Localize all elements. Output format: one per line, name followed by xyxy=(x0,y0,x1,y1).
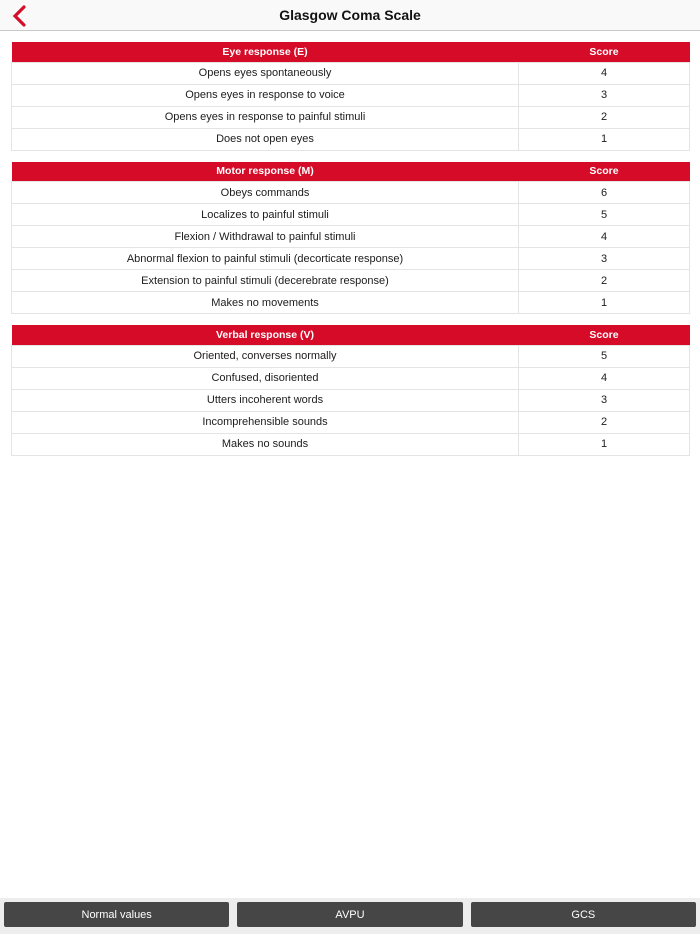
table-row xyxy=(12,204,690,226)
table-row xyxy=(12,292,690,314)
score-value: 4 xyxy=(519,226,690,248)
table-row xyxy=(12,128,690,150)
score-value: 1 xyxy=(519,433,690,455)
table-row xyxy=(12,248,690,270)
table-header-row xyxy=(12,325,690,345)
response-label: Opens eyes spontaneously xyxy=(12,62,519,84)
response-column-header: Verbal response (V) xyxy=(12,325,519,345)
content-area xyxy=(0,32,700,456)
response-label: Makes no sounds xyxy=(12,433,519,455)
response-label: Does not open eyes xyxy=(12,128,519,150)
table-row xyxy=(12,106,690,128)
score-value: 3 xyxy=(519,389,690,411)
gcs-button[interactable]: GCS xyxy=(471,902,696,927)
response-label: Makes no movements xyxy=(12,292,519,314)
score-value: 4 xyxy=(519,62,690,84)
motor-response-table xyxy=(11,162,690,315)
response-label: Localizes to painful stimuli xyxy=(12,204,519,226)
table-row xyxy=(12,345,690,367)
response-label: Confused, disoriented xyxy=(12,367,519,389)
score-value: 1 xyxy=(519,128,690,150)
table-header-row xyxy=(12,162,690,182)
score-column-header: Score xyxy=(519,162,690,182)
table-header-row xyxy=(12,42,690,62)
response-label: Incomprehensible sounds xyxy=(12,411,519,433)
response-label: Oriented, converses normally xyxy=(12,345,519,367)
table-row xyxy=(12,389,690,411)
score-value: 2 xyxy=(519,270,690,292)
score-value: 5 xyxy=(519,204,690,226)
response-label: Opens eyes in response to painful stimuli xyxy=(12,106,519,128)
table-row xyxy=(12,411,690,433)
bottom-toolbar xyxy=(0,898,700,934)
table-row xyxy=(12,182,690,204)
response-label: Abnormal flexion to painful stimuli (decorticate response) xyxy=(12,248,519,270)
verbal-response-table xyxy=(11,325,690,456)
score-value: 3 xyxy=(519,248,690,270)
response-label: Flexion / Withdrawal to painful stimuli xyxy=(12,226,519,248)
table-row xyxy=(12,367,690,389)
table-row xyxy=(12,270,690,292)
response-label: Extension to painful stimuli (decerebrate response) xyxy=(12,270,519,292)
score-column-header: Score xyxy=(519,42,690,62)
table-row xyxy=(12,433,690,455)
score-column-header: Score xyxy=(519,325,690,345)
table-row xyxy=(12,226,690,248)
response-column-header: Eye response (E) xyxy=(12,42,519,62)
page-title: Glasgow Coma Scale xyxy=(279,7,421,23)
response-label: Obeys commands xyxy=(12,182,519,204)
response-label: Opens eyes in response to voice xyxy=(12,84,519,106)
avpu-button[interactable]: AVPU xyxy=(237,902,462,927)
table-row xyxy=(12,62,690,84)
normal-values-button[interactable]: Normal values xyxy=(4,902,229,927)
score-value: 2 xyxy=(519,106,690,128)
score-value: 6 xyxy=(519,182,690,204)
eye-response-table xyxy=(11,42,690,151)
score-value: 3 xyxy=(519,84,690,106)
chevron-left-icon xyxy=(11,5,27,27)
score-value: 4 xyxy=(519,367,690,389)
table-row xyxy=(12,84,690,106)
response-column-header: Motor response (M) xyxy=(12,162,519,182)
response-label: Utters incoherent words xyxy=(12,389,519,411)
score-value: 2 xyxy=(519,411,690,433)
back-button[interactable] xyxy=(6,3,32,29)
score-value: 1 xyxy=(519,292,690,314)
score-value: 5 xyxy=(519,345,690,367)
navigation-bar xyxy=(0,0,700,31)
